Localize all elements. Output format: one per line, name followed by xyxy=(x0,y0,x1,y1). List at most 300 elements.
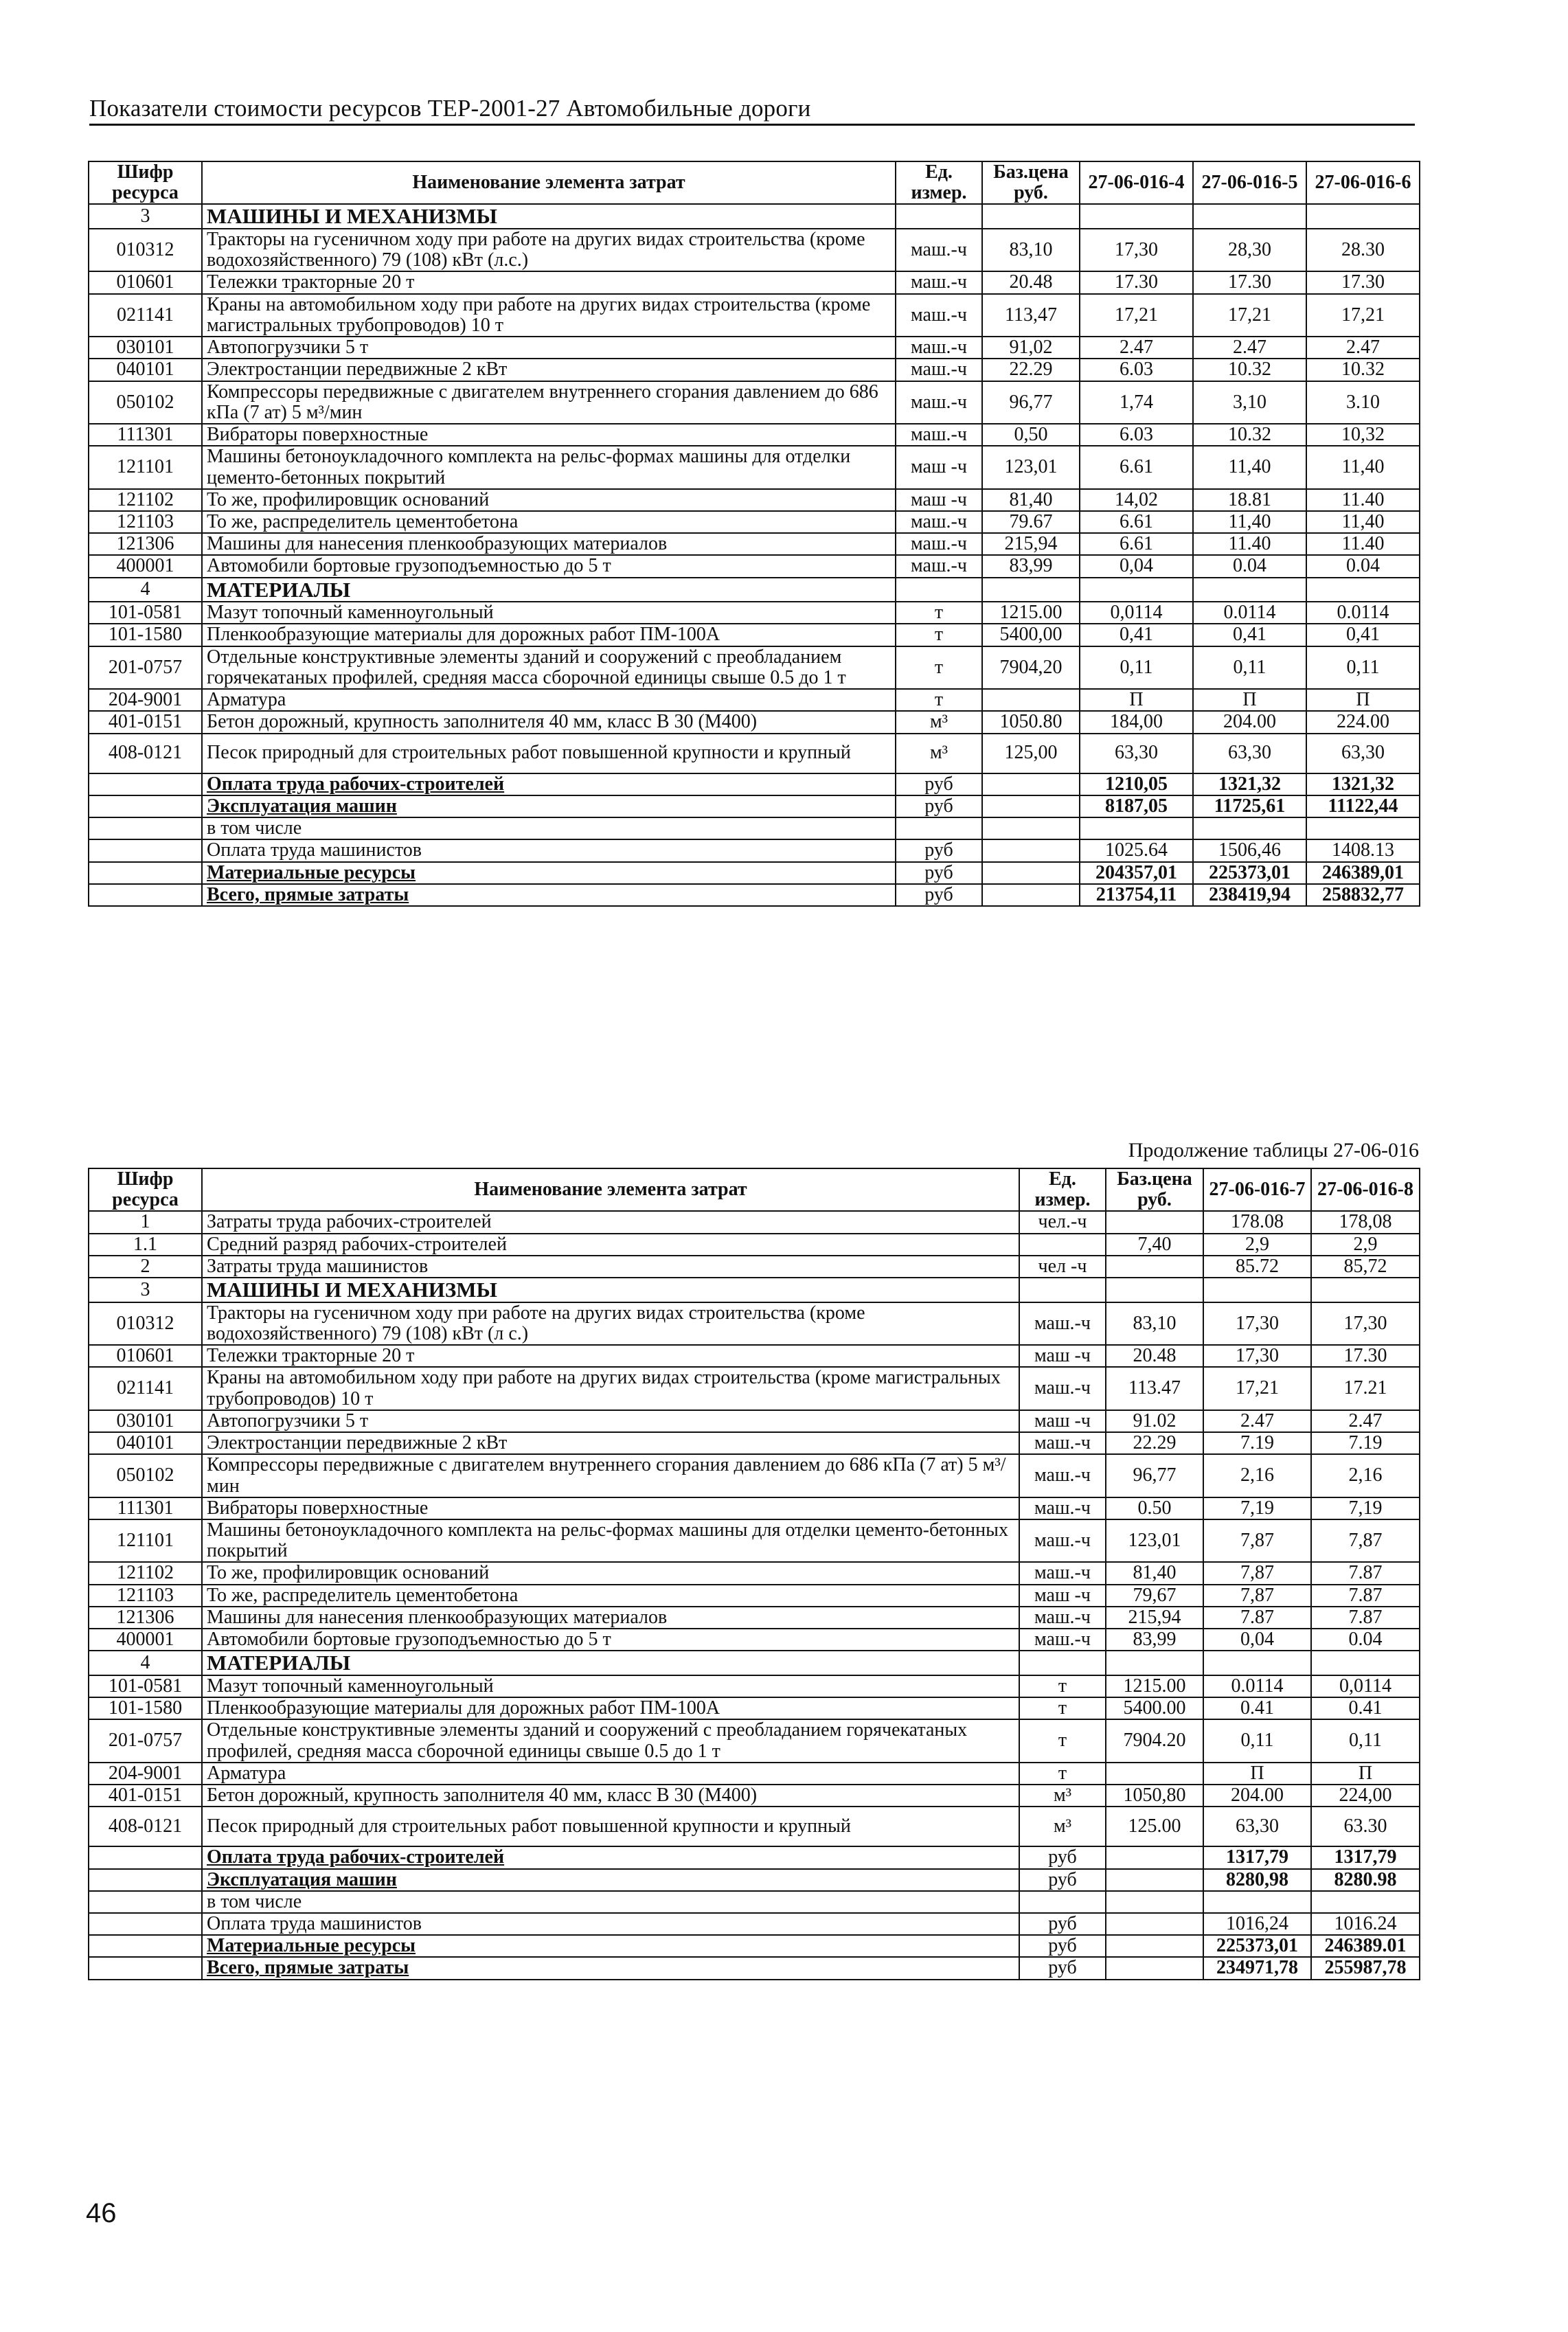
unit-cell: маш.-ч xyxy=(1019,1562,1106,1584)
table-row xyxy=(89,1234,1420,1256)
value-cell: 17,21 xyxy=(1080,294,1193,337)
value-cell: 184,00 xyxy=(1080,711,1193,733)
value-cell: 8280,98 xyxy=(1203,1869,1311,1891)
unit-cell: маш -ч xyxy=(1019,1345,1106,1367)
value-cell: 11,40 xyxy=(1306,511,1420,533)
value-cell: 17,21 xyxy=(1193,294,1306,337)
price-cell xyxy=(982,689,1080,711)
table-row xyxy=(89,1651,1420,1675)
resource-code: 101-1580 xyxy=(89,1697,202,1719)
value-cell: 0,04 xyxy=(1080,555,1193,577)
resource-code: 1.1 xyxy=(89,1234,202,1256)
resource-name: Тракторы на гусеничном ходу при работе на других видах строительства (кроме водохозяйственного) 79 (108) кВт (л с.) xyxy=(202,1302,1019,1345)
price-cell: 96,77 xyxy=(982,381,1080,424)
resource-code: 121102 xyxy=(89,489,202,511)
resource-code: 121103 xyxy=(89,1585,202,1607)
table-row xyxy=(89,1719,1420,1762)
value-cell: 6.03 xyxy=(1080,424,1193,446)
cost-table-1-body xyxy=(89,204,1420,906)
resource-name: Машины для нанесения пленкообразующих материалов xyxy=(202,533,896,555)
table-row xyxy=(89,734,1420,773)
value-cell: 18.81 xyxy=(1193,489,1306,511)
summary-label: Материальные ресурсы xyxy=(202,862,896,884)
resource-code: 201-0757 xyxy=(89,1719,202,1762)
value-cell: 7.87 xyxy=(1311,1607,1420,1629)
section-title: МАШИНЫ И МЕХАНИЗМЫ xyxy=(202,204,896,228)
resource-code: 111301 xyxy=(89,1497,202,1519)
unit-cell: т xyxy=(1019,1719,1106,1762)
table-row xyxy=(89,1957,1420,1979)
resource-code: 101-1580 xyxy=(89,624,202,646)
value-cell: 1016.24 xyxy=(1311,1913,1420,1935)
price-cell: 83,10 xyxy=(982,229,1080,271)
empty-cell xyxy=(89,1846,202,1868)
table-row xyxy=(89,381,1420,424)
table-row xyxy=(89,1454,1420,1497)
unit-cell: маш.-ч xyxy=(1019,1629,1106,1651)
value-cell: 1317,79 xyxy=(1203,1846,1311,1868)
value-cell: 224,00 xyxy=(1311,1785,1420,1807)
value-cell xyxy=(1306,817,1420,839)
cost-table-1 xyxy=(88,161,1420,907)
empty-cell xyxy=(89,817,202,839)
table-row xyxy=(89,1519,1420,1562)
table-row xyxy=(89,602,1420,624)
value-cell: 246389.01 xyxy=(1311,1935,1420,1957)
unit-cell: маш.-ч xyxy=(896,229,982,271)
value-cell: 63,30 xyxy=(1080,734,1193,773)
empty-cell xyxy=(1203,1278,1311,1302)
value-cell: 2.47 xyxy=(1203,1410,1311,1432)
unit-cell: т xyxy=(896,646,982,689)
unit-cell: руб xyxy=(896,862,982,884)
value-cell: 2,16 xyxy=(1203,1454,1311,1497)
empty-cell xyxy=(89,1935,202,1957)
resource-name: Затраты труда машинистов xyxy=(202,1256,1019,1278)
unit-cell: маш.-ч xyxy=(896,555,982,577)
resource-name: Машины бетоноукладочного комплекта на рельс-формах машины для отделки цементо-бетонных покрытий xyxy=(202,1519,1019,1562)
section-code: 4 xyxy=(89,1651,202,1675)
resource-code: 408-0121 xyxy=(89,734,202,773)
price-cell xyxy=(1106,1256,1203,1278)
unit-cell: руб xyxy=(896,839,982,861)
value-cell: 6.03 xyxy=(1080,359,1193,381)
value-cell: 17.30 xyxy=(1080,271,1193,293)
resource-code: 121306 xyxy=(89,533,202,555)
unit-cell: маш.-ч xyxy=(1019,1302,1106,1345)
value-cell: 11725,61 xyxy=(1193,795,1306,817)
resource-code: 010312 xyxy=(89,229,202,271)
price-cell: 83,99 xyxy=(1106,1629,1203,1651)
value-cell: 17.30 xyxy=(1193,271,1306,293)
summary-label: Всего, прямые затраты xyxy=(202,884,896,906)
section-code: 4 xyxy=(89,578,202,602)
price-cell xyxy=(1106,1763,1203,1785)
unit-cell: маш.-ч xyxy=(896,533,982,555)
value-cell: П xyxy=(1193,689,1306,711)
price-cell: 83,99 xyxy=(982,555,1080,577)
price-cell: 22.29 xyxy=(1106,1432,1203,1454)
table-row xyxy=(89,1302,1420,1345)
resource-name: Отдельные конструктивные элементы зданий и сооружений с преобладанием горячекатаных профилей, средняя масса сборочной единицы свыше 0.5 до 1 т xyxy=(202,1719,1019,1762)
resource-name: Мазут топочный каменноугольный xyxy=(202,1675,1019,1697)
resource-name: Средний разряд рабочих-строителей xyxy=(202,1234,1019,1256)
table-row xyxy=(89,294,1420,337)
resource-name: Краны на автомобильном ходу при работе на других видах строительства (кроме магистральных трубопроводов) 10 т xyxy=(202,294,896,337)
table-row xyxy=(89,862,1420,884)
empty-cell xyxy=(89,839,202,861)
unit-cell: маш.-ч xyxy=(896,381,982,424)
summary-label: Эксплуатация машин xyxy=(202,1869,1019,1891)
resource-name: Песок природный для строительных работ повышенной крупности и крупный xyxy=(202,734,896,773)
value-cell: 6.61 xyxy=(1080,533,1193,555)
empty-cell xyxy=(1080,578,1193,602)
section-title: МАТЕРИАЛЫ xyxy=(202,578,896,602)
price-cell: 215,94 xyxy=(1106,1607,1203,1629)
value-cell: 6.61 xyxy=(1080,511,1193,533)
empty-cell xyxy=(1080,204,1193,228)
unit-cell: маш.-ч xyxy=(1019,1367,1106,1410)
resource-code: 121101 xyxy=(89,1519,202,1562)
table-row xyxy=(89,533,1420,555)
resource-code: 408-0121 xyxy=(89,1807,202,1846)
price-cell: 79,67 xyxy=(1106,1585,1203,1607)
unit-cell: м³ xyxy=(1019,1785,1106,1807)
resource-code: 010312 xyxy=(89,1302,202,1345)
value-cell: 1506,46 xyxy=(1193,839,1306,861)
unit-cell: маш.-ч xyxy=(896,294,982,337)
value-cell: 7,87 xyxy=(1203,1562,1311,1584)
unit-cell xyxy=(1019,1234,1106,1256)
value-cell: 238419,94 xyxy=(1193,884,1306,906)
value-cell: 1025.64 xyxy=(1080,839,1193,861)
resource-name: То же, профилировщик оснований xyxy=(202,1562,1019,1584)
empty-cell xyxy=(1311,1278,1420,1302)
price-cell: 113,47 xyxy=(982,294,1080,337)
table-row xyxy=(89,1256,1420,1278)
resource-code: 030101 xyxy=(89,337,202,359)
value-cell: 1408.13 xyxy=(1306,839,1420,861)
resource-name: Вибраторы поверхностные xyxy=(202,1497,1019,1519)
table-row xyxy=(89,1763,1420,1785)
resource-code: 040101 xyxy=(89,1432,202,1454)
table-row xyxy=(89,1562,1420,1584)
resource-code: 111301 xyxy=(89,424,202,446)
empty-cell xyxy=(89,1891,202,1913)
col-norm-header: 27-06-016-4 xyxy=(1080,161,1193,204)
value-cell: 204.00 xyxy=(1193,711,1306,733)
empty-cell xyxy=(1106,1869,1203,1891)
section-title: МАШИНЫ И МЕХАНИЗМЫ xyxy=(202,1278,1019,1302)
resource-name: Бетон дорожный, крупность заполнителя 40 мм, класс В 30 (М400) xyxy=(202,711,896,733)
unit-cell: т xyxy=(1019,1675,1106,1697)
unit-cell: т xyxy=(896,624,982,646)
resource-code: 030101 xyxy=(89,1410,202,1432)
unit-cell: маш.-ч xyxy=(1019,1497,1106,1519)
resource-code: 401-0151 xyxy=(89,711,202,733)
value-cell: 2.47 xyxy=(1306,337,1420,359)
resource-name: Отдельные конструктивные элементы зданий и сооружений с преобладанием горячекатаных профилей, средняя масса сборочной единицы свыше 0.5 до 1 т xyxy=(202,646,896,689)
price-cell: 5400,00 xyxy=(982,624,1080,646)
unit-cell: руб xyxy=(1019,1913,1106,1935)
table-row xyxy=(89,1935,1420,1957)
value-cell: 0,11 xyxy=(1306,646,1420,689)
unit-cell: маш -ч xyxy=(896,446,982,488)
value-cell: 225373,01 xyxy=(1193,862,1306,884)
value-cell: 246389,01 xyxy=(1306,862,1420,884)
table-row xyxy=(89,446,1420,488)
resource-name: Машины бетоноукладочного комплекта на рельс-формах машины для отделки цементо-бетонных покрытий xyxy=(202,446,896,488)
value-cell: 63.30 xyxy=(1311,1807,1420,1846)
unit-cell: т xyxy=(1019,1697,1106,1719)
unit-cell: маш -ч xyxy=(896,489,982,511)
resource-name: Автомобили бортовые грузоподъемностью до 5 т xyxy=(202,1629,1019,1651)
page-header: Показатели стоимости ресурсов ТЕР-2001-27 Автомобильные дороги xyxy=(89,95,1415,126)
section-title: МАТЕРИАЛЫ xyxy=(202,1651,1019,1675)
empty-cell xyxy=(982,884,1080,906)
summary-label: Эксплуатация машин xyxy=(202,795,896,817)
table-row xyxy=(89,489,1420,511)
value-cell: 1321,32 xyxy=(1193,773,1306,795)
resource-name: Тележки тракторные 20 т xyxy=(202,271,896,293)
table-row xyxy=(89,359,1420,381)
value-cell: 234971,78 xyxy=(1203,1957,1311,1979)
empty-cell xyxy=(982,795,1080,817)
table-row xyxy=(89,1211,1420,1233)
table-row xyxy=(89,1675,1420,1697)
value-cell: 85.72 xyxy=(1203,1256,1311,1278)
summary-label: Оплата труда машинистов xyxy=(202,839,896,861)
value-cell: 17,30 xyxy=(1203,1345,1311,1367)
empty-cell xyxy=(1106,1651,1203,1675)
value-cell: 0,0114 xyxy=(1311,1675,1420,1697)
value-cell: 11,40 xyxy=(1193,511,1306,533)
price-cell xyxy=(1106,1211,1203,1233)
value-cell: 225373,01 xyxy=(1203,1935,1311,1957)
value-cell: 7,87 xyxy=(1203,1519,1311,1562)
resource-code: 400001 xyxy=(89,555,202,577)
price-cell: 79.67 xyxy=(982,511,1080,533)
price-cell: 123,01 xyxy=(1106,1519,1203,1562)
resource-name: Тележки тракторные 20 т xyxy=(202,1345,1019,1367)
table-row xyxy=(89,1629,1420,1651)
unit-cell: т xyxy=(896,689,982,711)
resource-code: 101-0581 xyxy=(89,602,202,624)
table-row xyxy=(89,271,1420,293)
value-cell: 2.47 xyxy=(1193,337,1306,359)
resource-name: Пленкообразующие материалы для дорожных работ ПМ-100А xyxy=(202,1697,1019,1719)
value-cell: 17.30 xyxy=(1306,271,1420,293)
summary-label: Оплата труда рабочих-строителей xyxy=(202,1846,1019,1868)
value-cell: 2,16 xyxy=(1311,1454,1420,1497)
value-cell: 10.32 xyxy=(1193,424,1306,446)
resource-name: Арматура xyxy=(202,689,896,711)
resource-code: 021141 xyxy=(89,1367,202,1410)
empty-cell xyxy=(1106,1935,1203,1957)
unit-cell: руб xyxy=(1019,1846,1106,1868)
table-row xyxy=(89,1432,1420,1454)
value-cell xyxy=(1311,1891,1420,1913)
unit-cell: маш.-ч xyxy=(896,424,982,446)
unit-cell: м³ xyxy=(1019,1807,1106,1846)
table-row xyxy=(89,1697,1420,1719)
value-cell xyxy=(1080,817,1193,839)
value-cell: 0,41 xyxy=(1306,624,1420,646)
empty-cell xyxy=(1306,204,1420,228)
col-price-header: Баз.цена руб. xyxy=(982,161,1080,204)
price-cell: 7904,20 xyxy=(982,646,1080,689)
value-cell: 11122,44 xyxy=(1306,795,1420,817)
resource-name: То же, распределитель цементобетона xyxy=(202,1585,1019,1607)
value-cell: 255987,78 xyxy=(1311,1957,1420,1979)
table-row xyxy=(89,1497,1420,1519)
resource-name: Мазут топочный каменноугольный xyxy=(202,602,896,624)
unit-cell: т xyxy=(896,602,982,624)
value-cell: 2.47 xyxy=(1080,337,1193,359)
resource-code: 121101 xyxy=(89,446,202,488)
table-row xyxy=(89,1278,1420,1302)
value-cell: 17,30 xyxy=(1203,1302,1311,1345)
unit-cell: маш -ч xyxy=(1019,1585,1106,1607)
empty-cell xyxy=(1193,578,1306,602)
empty-cell xyxy=(982,773,1080,795)
value-cell: 7,87 xyxy=(1203,1585,1311,1607)
resource-code: 204-9001 xyxy=(89,689,202,711)
value-cell: 10.32 xyxy=(1193,359,1306,381)
resource-name: Автомобили бортовые грузоподъемностью до 5 т xyxy=(202,555,896,577)
value-cell: 17,30 xyxy=(1080,229,1193,271)
value-cell: 0,0114 xyxy=(1080,602,1193,624)
table-row xyxy=(89,624,1420,646)
unit-cell: маш.-ч xyxy=(896,511,982,533)
resource-code: 204-9001 xyxy=(89,1763,202,1785)
table-row xyxy=(89,337,1420,359)
resource-code: 2 xyxy=(89,1256,202,1278)
value-cell: 28,30 xyxy=(1193,229,1306,271)
value-cell: 0.0114 xyxy=(1203,1675,1311,1697)
table-row xyxy=(89,1345,1420,1367)
value-cell: 7.19 xyxy=(1311,1432,1420,1454)
table-row xyxy=(89,1869,1420,1891)
value-cell: 1317,79 xyxy=(1311,1846,1420,1868)
table-continuation-label: Продолжение таблицы 27-06-016 xyxy=(1128,1139,1419,1162)
table-row xyxy=(89,884,1420,906)
value-cell: 7,87 xyxy=(1311,1519,1420,1562)
empty-cell xyxy=(896,204,982,228)
summary-label: Материальные ресурсы xyxy=(202,1935,1019,1957)
table-row xyxy=(89,578,1420,602)
price-cell: 0,50 xyxy=(982,424,1080,446)
empty-cell xyxy=(1106,1278,1203,1302)
empty-cell xyxy=(89,862,202,884)
value-cell: 6.61 xyxy=(1080,446,1193,488)
unit-cell: м³ xyxy=(896,711,982,733)
empty-cell xyxy=(89,1957,202,1979)
value-cell xyxy=(1193,817,1306,839)
table-row xyxy=(89,711,1420,733)
value-cell: 178.08 xyxy=(1203,1211,1311,1233)
value-cell: 2,9 xyxy=(1203,1234,1311,1256)
value-cell: 0,41 xyxy=(1193,624,1306,646)
col-norm-header: 27-06-016-6 xyxy=(1306,161,1420,204)
price-cell: 113.47 xyxy=(1106,1367,1203,1410)
value-cell: 0.41 xyxy=(1311,1697,1420,1719)
unit-cell: маш.-ч xyxy=(896,359,982,381)
resource-code: 400001 xyxy=(89,1629,202,1651)
col-name-header: Наименование элемента затрат xyxy=(202,161,896,204)
value-cell: 204357,01 xyxy=(1080,862,1193,884)
table-row xyxy=(89,839,1420,861)
value-cell: 0,11 xyxy=(1080,646,1193,689)
value-cell: 0,11 xyxy=(1311,1719,1420,1762)
value-cell: 0,04 xyxy=(1203,1629,1311,1651)
empty-cell xyxy=(89,795,202,817)
resource-name: Компрессоры передвижные с двигателем внутреннего сгорания давлением до 686 кПа (7 ат) 5 м³/мин xyxy=(202,381,896,424)
resource-code: 050102 xyxy=(89,381,202,424)
summary-label: Оплата труда машинистов xyxy=(202,1913,1019,1935)
resource-name: Электростанции передвижные 2 кВт xyxy=(202,1432,1019,1454)
value-cell: 1,74 xyxy=(1080,381,1193,424)
price-cell: 0.50 xyxy=(1106,1497,1203,1519)
unit-cell: маш.-ч xyxy=(896,337,982,359)
table-row xyxy=(89,1891,1420,1913)
table-row xyxy=(89,511,1420,533)
table-row xyxy=(89,817,1420,839)
col-code-header: Шифр ресурса xyxy=(89,161,202,204)
price-cell: 125.00 xyxy=(1106,1807,1203,1846)
value-cell: 63,30 xyxy=(1193,734,1306,773)
value-cell: 2,9 xyxy=(1311,1234,1420,1256)
value-cell: 0.41 xyxy=(1203,1697,1311,1719)
resource-name: Краны на автомобильном ходу при работе на других видах строительства (кроме магистральных трубопроводов) 10 т xyxy=(202,1367,1019,1410)
price-cell: 91,02 xyxy=(982,337,1080,359)
value-cell: 3.10 xyxy=(1306,381,1420,424)
resource-name: То же, распределитель цементобетона xyxy=(202,511,896,533)
summary-label: в том числе xyxy=(202,1891,1019,1913)
resource-name: Затраты труда рабочих-строителей xyxy=(202,1211,1019,1233)
resource-name: Автопогрузчики 5 т xyxy=(202,337,896,359)
price-cell: 20.48 xyxy=(1106,1345,1203,1367)
price-cell: 1215.00 xyxy=(982,602,1080,624)
unit-cell: руб xyxy=(896,773,982,795)
col-price-header: Баз.цена руб. xyxy=(1106,1168,1203,1211)
unit-cell: чел -ч xyxy=(1019,1256,1106,1278)
value-cell: 0.04 xyxy=(1306,555,1420,577)
value-cell: 17.30 xyxy=(1311,1345,1420,1367)
value-cell: 63,30 xyxy=(1306,734,1420,773)
empty-cell xyxy=(89,1869,202,1891)
value-cell: 11.40 xyxy=(1306,489,1420,511)
resource-code: 121103 xyxy=(89,511,202,533)
empty-cell xyxy=(1019,1278,1106,1302)
value-cell: 63,30 xyxy=(1203,1807,1311,1846)
price-cell: 22.29 xyxy=(982,359,1080,381)
col-norm-header: 27-06-016-8 xyxy=(1311,1168,1420,1211)
table-row xyxy=(89,1585,1420,1607)
table-row xyxy=(89,204,1420,228)
value-cell: 7.87 xyxy=(1311,1562,1420,1584)
value-cell: 0,11 xyxy=(1193,646,1306,689)
resource-name: Машины для нанесения пленкообразующих материалов xyxy=(202,1607,1019,1629)
value-cell: 1016,24 xyxy=(1203,1913,1311,1935)
summary-label: в том числе xyxy=(202,817,896,839)
price-cell: 81,40 xyxy=(1106,1562,1203,1584)
price-cell: 1050,80 xyxy=(1106,1785,1203,1807)
unit-cell: маш.-ч xyxy=(1019,1519,1106,1562)
empty-cell xyxy=(1203,1651,1311,1675)
value-cell: 8187,05 xyxy=(1080,795,1193,817)
price-cell: 7904.20 xyxy=(1106,1719,1203,1762)
